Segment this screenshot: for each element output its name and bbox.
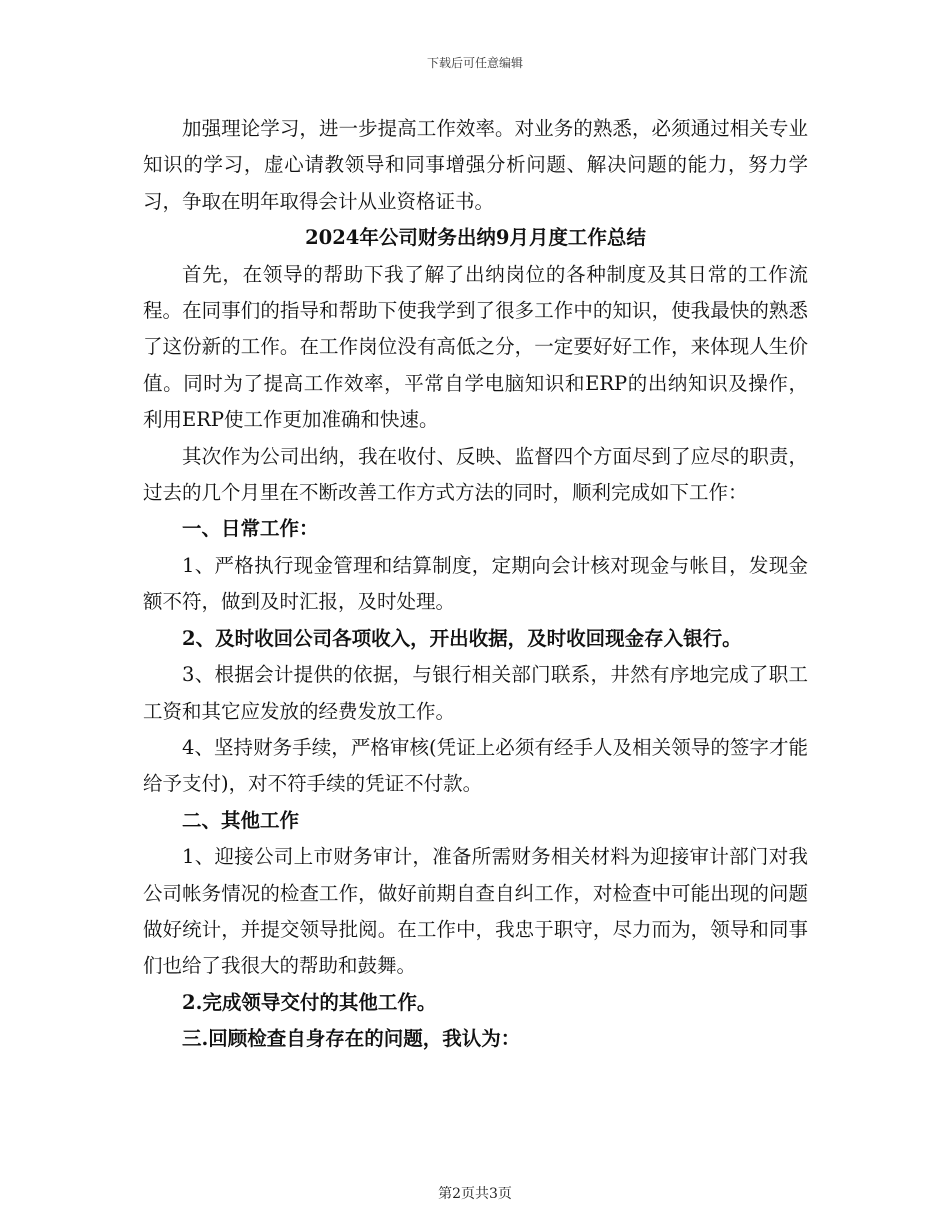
section-heading-1: 一、日常工作： (182, 517, 319, 541)
list-item-2: 2、及时收回公司各项收入，开出收据，及时收回现金存入银行。 (182, 626, 742, 650)
list-item-1: 1、严格执行现金管理和结算制度，定期向会计核对现金与帐目，发现金额不符，做到及时汇报，及时处理。 (143, 553, 808, 614)
paragraph-1: 首先，在领导的帮助下我了解了出纳岗位的各种制度及其日常的工作流程。在同事们的指导和帮助下使我学到了很多工作中的知识，使我最快的熟悉了这份新的工作。在工作岗位没有高低之分，一定要好好工作，来体现人生价值。同时为了提高工作效率，平常自学电脑知识和ERP的出纳知识及操作，利用ERP使工作更加准确和快速。 (143, 262, 808, 432)
list-item-4: 4、坚持财务手续，严格审核(凭证上必须有经手人及相关领导的签字才能给予支付)，对不符手续的凭证不付款。 (143, 735, 808, 796)
list-item-3: 3、根据会计提供的依据，与银行相关部门联系，井然有序地完成了职工工资和其它应发放的经费发放工作。 (143, 663, 808, 723)
document-title: 2024年公司财务出纳9月月度工作总结 (305, 226, 646, 250)
section-heading-3: 三.回顾检查自身存在的问题，我认为： (182, 1027, 521, 1051)
paragraph-2: 其次作为公司出纳，我在收付、反映、监督四个方面尽到了应尽的职责，过去的几个月里在不断改善工作方式方法的同时，顺利完成如下工作： (143, 444, 808, 505)
document-body (143, 111, 808, 1058)
page-footer: 第2页共3页 (438, 1186, 512, 1202)
section-heading-2: 二、其他工作 (182, 808, 300, 832)
intro-paragraph: 加强理论学习，进一步提高工作效率。对业务的熟悉，必须通过相关专业知识的学习，虚心请教领导和同事增强分析问题、解决问题的能力，努力学习，争取在明年取得会计从业资格证书。 (143, 117, 808, 213)
list-item-6: 2.完成领导交付的其他工作。 (182, 990, 437, 1014)
list-item-5: 1、迎接公司上市财务审计，准备所需财务相关材料为迎接审计部门对我公司帐务情况的检查工作，做好前期自查自纠工作，对检查中可能出现的问题做好统计，并提交领导批阅。在工作中，我忠于职守，尽力而为，领导和同事们也给了我很大的帮助和鼓舞。 (143, 845, 808, 978)
page-header: 下载后可任意编辑 (426, 56, 523, 70)
